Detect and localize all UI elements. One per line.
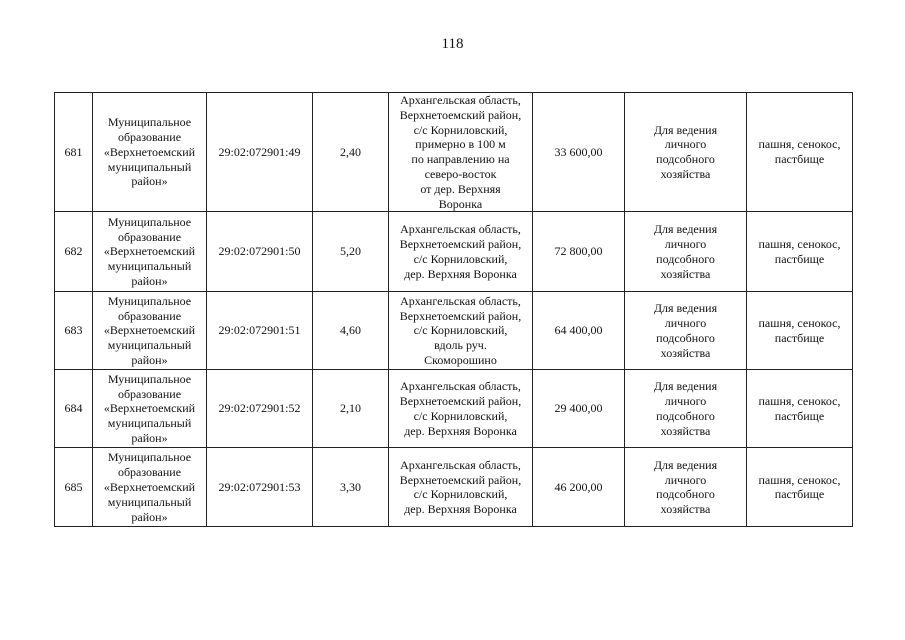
area-cell: 5,20 <box>313 212 389 292</box>
cadastral-number-cell: 29:02:072901:52 <box>207 370 313 448</box>
cadastral-number-cell: 29:02:072901:53 <box>207 448 313 527</box>
table-row <box>55 448 853 527</box>
area-cell: 2,40 <box>313 93 389 212</box>
municipality-cell: Муниципальное образование «Верхнетоемский муниципальный район» <box>93 212 207 292</box>
price-cell: 64 400,00 <box>533 292 625 370</box>
land-type-cell: пашня, сенокос, пастбище <box>747 370 853 448</box>
address-cell: Архангельская область, Верхнетоемский район, с/с Корниловский, дер. Верхняя Воронка <box>389 448 533 527</box>
permitted-use-cell: Для ведения личного подсобного хозяйства <box>625 370 747 448</box>
row-number-cell: 683 <box>55 292 93 370</box>
area-cell: 4,60 <box>313 292 389 370</box>
price-cell: 29 400,00 <box>533 370 625 448</box>
address-cell: Архангельская область, Верхнетоемский район, с/с Корниловский, дер. Верхняя Воронка <box>389 212 533 292</box>
municipality-cell: Муниципальное образование «Верхнетоемский муниципальный район» <box>93 292 207 370</box>
land-type-cell: пашня, сенокос, пастбище <box>747 292 853 370</box>
permitted-use-cell: Для ведения личного подсобного хозяйства <box>625 448 747 527</box>
address-cell: Архангельская область, Верхнетоемский район, с/с Корниловский, дер. Верхняя Воронка <box>389 370 533 448</box>
table-row <box>55 93 853 212</box>
price-cell: 46 200,00 <box>533 448 625 527</box>
cadastral-number-cell: 29:02:072901:51 <box>207 292 313 370</box>
table-row <box>55 370 853 448</box>
row-number-cell: 682 <box>55 212 93 292</box>
table-row <box>55 292 853 370</box>
municipality-cell: Муниципальное образование «Верхнетоемский муниципальный район» <box>93 93 207 212</box>
area-cell: 3,30 <box>313 448 389 527</box>
address-cell: Архангельская область, Верхнетоемский район, с/с Корниловский, вдоль руч. Скоморошино <box>389 292 533 370</box>
land-plots-table <box>54 92 853 527</box>
land-type-cell: пашня, сенокос, пастбище <box>747 448 853 527</box>
municipality-cell: Муниципальное образование «Верхнетоемский муниципальный район» <box>93 370 207 448</box>
municipality-cell: Муниципальное образование «Верхнетоемский муниципальный район» <box>93 448 207 527</box>
land-type-cell: пашня, сенокос, пастбище <box>747 93 853 212</box>
table-row <box>55 212 853 292</box>
price-cell: 72 800,00 <box>533 212 625 292</box>
land-type-cell: пашня, сенокос, пастбище <box>747 212 853 292</box>
cadastral-number-cell: 29:02:072901:50 <box>207 212 313 292</box>
row-number-cell: 685 <box>55 448 93 527</box>
cadastral-number-cell: 29:02:072901:49 <box>207 93 313 212</box>
address-cell: Архангельская область, Верхнетоемский район, с/с Корниловский, примерно в 100 м по направлению на северо-восток от дер. Верхняя Воронка <box>389 93 533 212</box>
permitted-use-cell: Для ведения личного подсобного хозяйства <box>625 93 747 212</box>
row-number-cell: 681 <box>55 93 93 212</box>
permitted-use-cell: Для ведения личного подсобного хозяйства <box>625 292 747 370</box>
area-cell: 2,10 <box>313 370 389 448</box>
price-cell: 33 600,00 <box>533 93 625 212</box>
page-number: 118 <box>441 36 464 52</box>
row-number-cell: 684 <box>55 370 93 448</box>
permitted-use-cell: Для ведения личного подсобного хозяйства <box>625 212 747 292</box>
